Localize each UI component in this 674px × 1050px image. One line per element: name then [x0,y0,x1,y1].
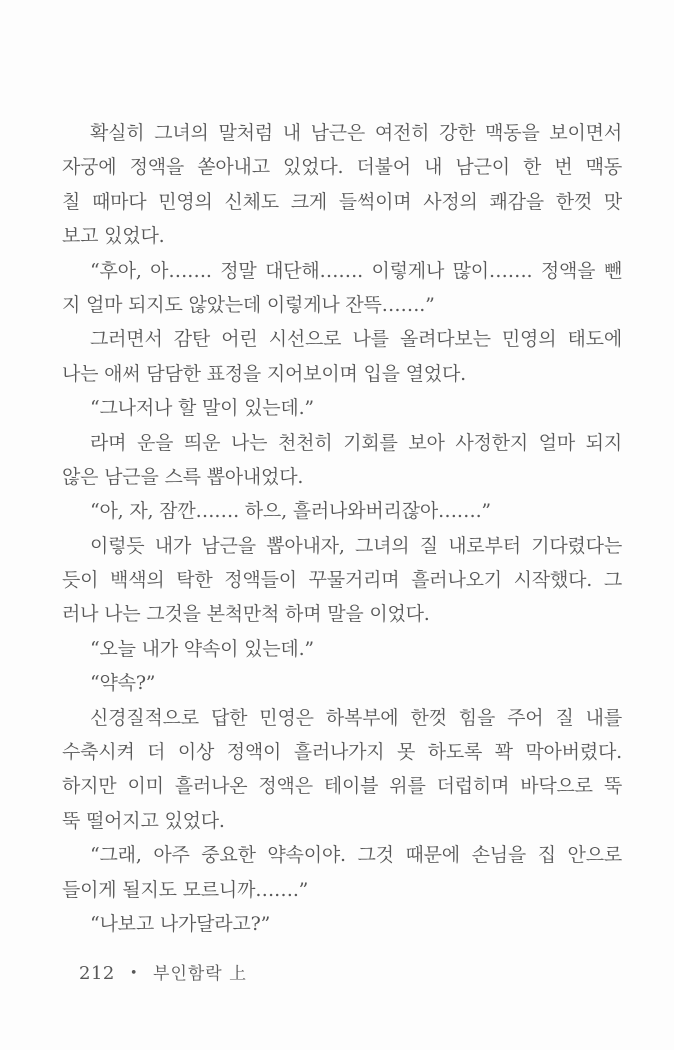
text-line: 칠 때마다 민영의 신체도 크게 들썩이며 사정의 쾌감을 한껏 맛 [62,190,622,213]
text-line: 그러면서 감탄 어린 시선으로 나를 올려다보는 민영의 태도에 [90,328,622,351]
text-line: “오늘 내가 약속이 있는데.” [90,637,314,660]
text-line: “약속?” [90,672,156,695]
page-number: 212 [79,963,115,984]
book-title: 부인함락 上 [153,964,248,984]
text-line: “그래, 아주 중요한 약속이야. 그것 때문에 손님을 집 안으로 [90,844,622,867]
text-line: 신경질적으로 답한 민영은 하복부에 한껏 힘을 주어 질 내를 [90,706,622,729]
text-line: 보고 있었다. [62,225,165,248]
text-line: “그나저나 할 말이 있는데.” [90,397,314,420]
text-line: 러나 나는 그것을 본척만척 하며 말을 이었다. [62,603,430,626]
text-line: 뚝 떨어지고 있었다. [62,809,225,832]
text-line: 듯이 백색의 탁한 정액들이 꾸물거리며 흘러나오기 시작했다. 그 [62,569,622,592]
page-footer [79,962,247,986]
text-line: 않은 남근을 스륵 뽑아내었다. [62,465,304,488]
text-line: “후아, 아……. 정말 대단해……. 이렇게나 많이……. 정액을 뺀 [90,259,622,282]
text-line: 지 얼마 되지도 않았는데 이렇게나 잔뜩…….” [62,293,435,316]
text-line: 자궁에 정액을 쏟아내고 있었다. 더불어 내 남근이 한 번 맥동 [62,156,622,179]
text-line: “나보고 나가달라고?” [90,912,271,935]
text-line: 라며 운을 띄운 나는 천천히 기회를 보아 사정한지 얼마 되지 [90,431,622,454]
page-text [62,116,622,941]
text-line: 확실히 그녀의 말처럼 내 남근은 여전히 강한 맥동을 보이면서 [90,122,622,144]
text-line: “아, 자, 잠깐……. 하으, 흘러나와버리잖아…….” [90,500,491,523]
text-line: 하지만 이미 흘러나온 정액은 테이블 위를 더럽히며 바닥으로 뚝 [62,775,622,798]
footer-bullet-separator: • [129,966,139,981]
text-line: 나는 애써 담담한 표정을 지어보이며 입을 열었다. [62,362,466,385]
text-line: 이렇듯 내가 남근을 뽑아내자, 그녀의 질 내로부터 기다렸다는 [90,534,622,557]
text-line: 들이게 될지도 모르니까…….” [62,878,309,901]
text-line: 수축시켜 더 이상 정액이 흘러나가지 못 하도록 꽉 막아버렸다. [62,741,622,764]
